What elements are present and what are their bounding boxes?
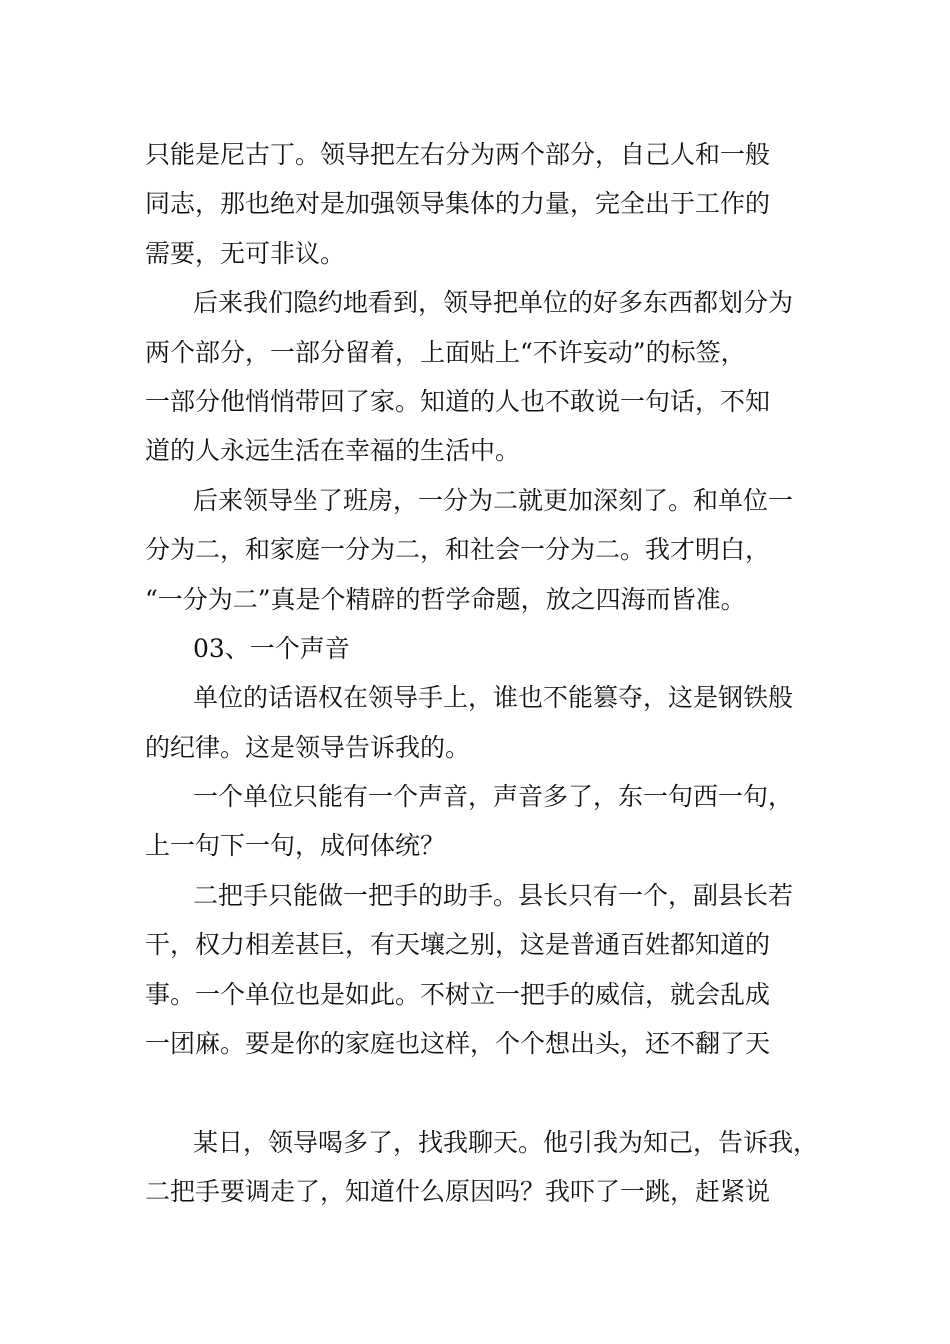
text-line: 只能是尼古丁。领导把左右分为两个部分，自己人和一般 xyxy=(145,140,771,169)
text-line: 某日，领导喝多了，找我聊天。他引我为知己，告诉我， xyxy=(193,1127,819,1157)
text-line: 二把手要调走了，知道什么原因吗？我吓了一跳，赶紧说 xyxy=(145,1177,771,1207)
text-line: 干，权力相差甚巨，有天壤之别，这是普通百姓都知道的 xyxy=(145,930,771,960)
text-line: 两个部分，一部分留着，上面贴上“不许妄动”的标签， xyxy=(145,337,746,367)
text-line: 同志，那也绝对是加强领导集体的力量，完全出于工作的 xyxy=(145,189,771,219)
text-line: 事。一个单位也是如此。不树立一把手的威信，就会乱成 xyxy=(145,979,771,1009)
text-line: 一部分他悄悄带回了家。知道的人也不敢说一句话，不知 xyxy=(145,386,771,416)
text-line: 单位的话语权在领导手上，谁也不能篡夺，这是钢铁般 xyxy=(193,683,794,713)
text-line: “一分为二”真是个精辟的哲学命题，放之四海而皆准。 xyxy=(145,584,746,614)
text-line: 二把手只能做一把手的助手。县长只有一个，副县长若 xyxy=(193,880,794,910)
text-line: 道的人永远生活在幸福的生活中。 xyxy=(145,436,521,466)
text-line: 分为二，和家庭一分为二，和社会一分为二。我才明白， xyxy=(145,535,771,565)
text-line: 一团麻。要是你的家庭也这样，个个想出头，还不翻了天 xyxy=(145,1029,771,1059)
blank-line xyxy=(145,1068,825,1117)
text-line: 后来领导坐了班房，一分为二就更加深刻了。和单位一 xyxy=(193,485,794,515)
body-text xyxy=(145,130,825,1217)
text-line: 后来我们隐约地看到，领导把单位的好多东西都划分为 xyxy=(193,288,794,318)
text-line: 一个单位只能有一个声音，声音多了，东一句西一句， xyxy=(193,782,794,812)
text-line: 03、一个声音 xyxy=(193,633,350,663)
text-line: 上一句下一句，成何体统？ xyxy=(145,831,446,861)
text-line: 需要，无可非议。 xyxy=(145,238,346,268)
text-line: 的纪律。这是领导告诉我的。 xyxy=(145,732,471,762)
